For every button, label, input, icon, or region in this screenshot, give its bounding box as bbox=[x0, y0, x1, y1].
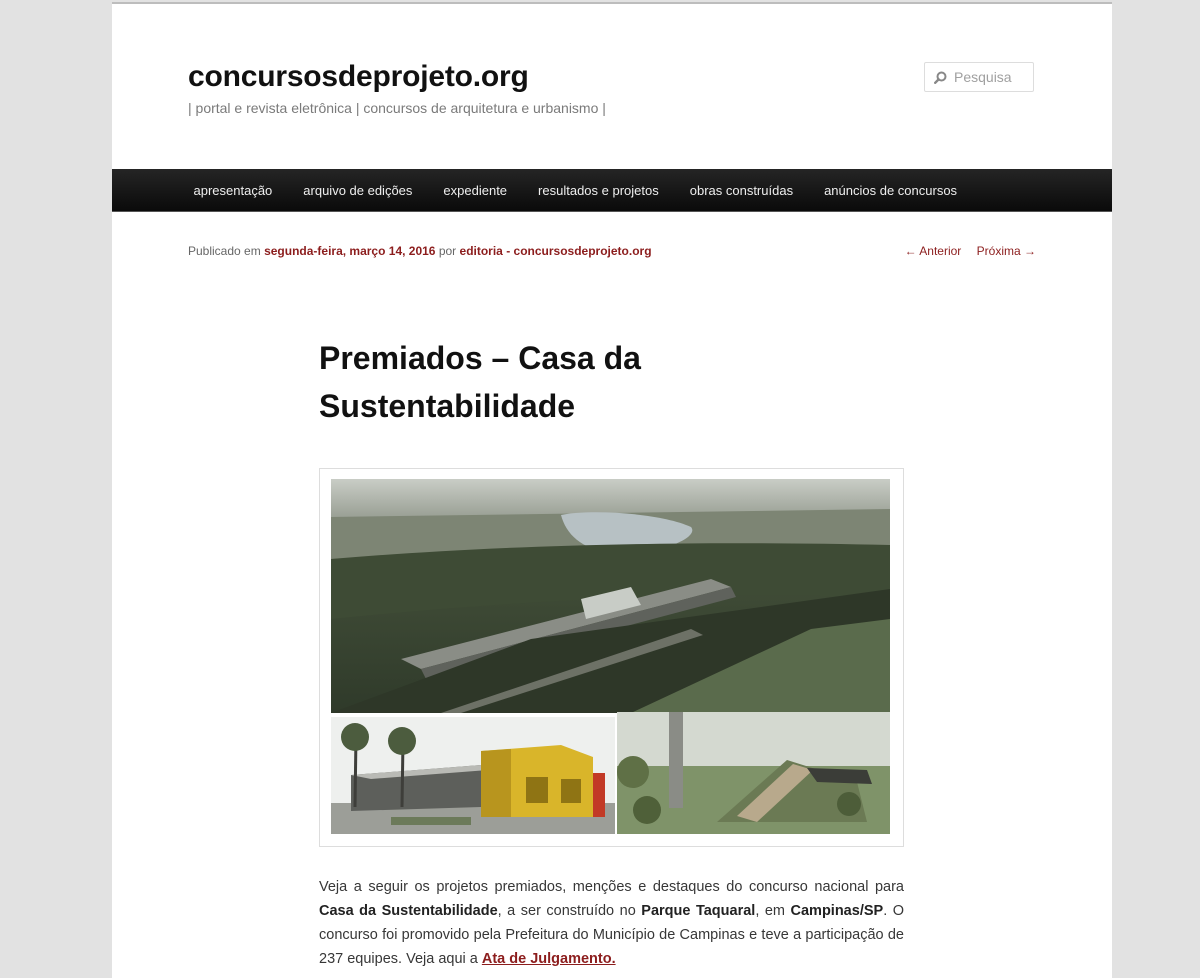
aerial-rendering-image bbox=[331, 479, 890, 713]
author-link[interactable]: editoria - concursosdeprojeto.org bbox=[459, 244, 652, 258]
nav-item-anuncios-de-concursos[interactable]: anúncios de concursos bbox=[824, 182, 958, 198]
next-post-link[interactable]: Próxima → bbox=[976, 244, 1036, 258]
nav-item-apresentacao[interactable]: apresentação bbox=[193, 182, 273, 198]
nav-item-resultados-e-projetos[interactable]: resultados e projetos bbox=[538, 182, 659, 198]
project-name: Casa da Sustentabilidade bbox=[319, 903, 498, 919]
city-name: Campinas/SP bbox=[790, 903, 884, 919]
search-input[interactable] bbox=[954, 69, 1030, 85]
intro-text-1: Veja a seguir os projetos premiados, menções e destaques do concurso nacional para bbox=[319, 879, 904, 895]
nav-item-expediente[interactable]: expediente bbox=[443, 182, 508, 198]
by-label: por bbox=[438, 244, 457, 258]
site-title[interactable]: concursosdeprojeto.org bbox=[188, 60, 529, 93]
ata-de-julgamento-link[interactable]: Ata de Julgamento. bbox=[481, 951, 616, 967]
search-icon bbox=[934, 71, 947, 84]
post-featured-image[interactable] bbox=[319, 468, 904, 847]
nav-item-obras-construidas[interactable]: obras construídas bbox=[689, 182, 794, 198]
building-rendering-image bbox=[331, 717, 615, 834]
post-intro-paragraph bbox=[319, 875, 904, 971]
entry-meta bbox=[188, 244, 652, 258]
intro-text-3: , em bbox=[755, 903, 791, 919]
published-prefix: Publicado em bbox=[188, 244, 261, 258]
main-nav bbox=[112, 169, 1112, 212]
page bbox=[112, 2, 1112, 978]
site-description: | portal e revista eletrônica | concursos de arquitetura e urbanismo | bbox=[188, 100, 606, 116]
search-box[interactable] bbox=[924, 62, 1034, 92]
intro-text-2: , a ser construído no bbox=[497, 903, 642, 919]
intro-text-4: . O concurso foi promovido pela Prefeitura do Município de Campinas e teve a participação de 237 equipes. Veja aqui a bbox=[319, 903, 905, 967]
park-name: Parque Taquaral bbox=[641, 903, 756, 919]
previous-post-link[interactable]: ← Anterior bbox=[904, 244, 962, 258]
park-rendering-image bbox=[617, 712, 890, 834]
nav-item-arquivo-de-edicoes[interactable]: arquivo de edições bbox=[303, 182, 413, 198]
post-date-link[interactable]: segunda-feira, março 14, 2016 bbox=[264, 244, 436, 258]
post-title: Premiados – Casa da Sustentabilidade bbox=[319, 340, 641, 424]
post-navigation bbox=[893, 244, 1036, 258]
